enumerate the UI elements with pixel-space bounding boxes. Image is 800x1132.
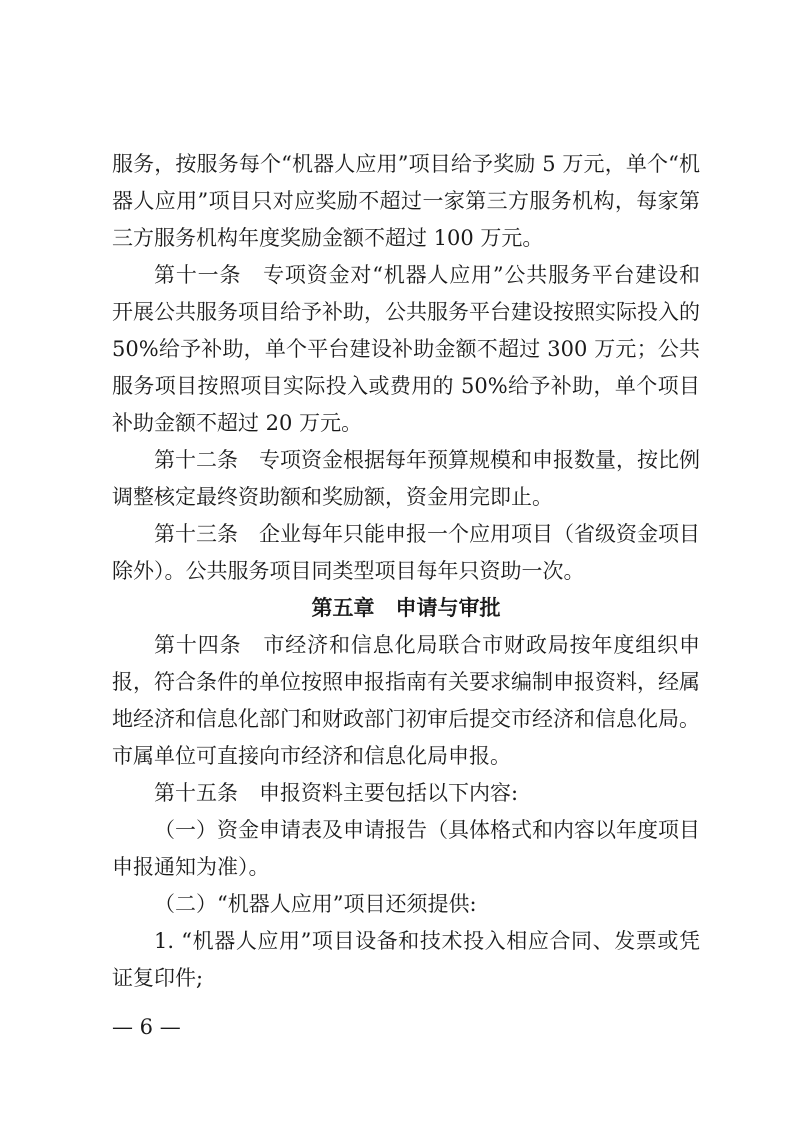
chapter-heading: 第五章 申请与审批 xyxy=(311,596,501,620)
paragraph-article-13: 第十三条 企业每年只能申报一个应用项目（省级资金项目除外）。公共服务项目同类型项目每年只资助一次。 xyxy=(112,522,700,583)
paragraph-article-12: 第十二条 专项资金根据每年预算规模和申报数量，按比例调整核定最终资助额和奖励额，资金用完即止。 xyxy=(112,448,700,509)
list-item-2: （二）“机器人应用”项目还须提供: xyxy=(154,892,477,916)
document-body xyxy=(112,146,700,997)
page-number: — 6 — xyxy=(112,1015,181,1039)
paragraph-article-11: 第十一条 专项资金对“机器人应用”公共服务平台建设和开展公共服务项目给予补助，公共服务平台建设按照实际投入的 50%给予补助，单个平台建设补助金额不超过 300 万元；公共服务项目按照项目实际投入或费用的 50%给予补助，单个项目补助金额不超过 20 万元。 xyxy=(112,263,700,435)
paragraph-article-15: 第十五条 申报资料主要包括以下内容: xyxy=(154,781,519,805)
list-item-1: （一）资金申请表及申请报告（具体格式和内容以年度项目申报通知为准）。 xyxy=(112,818,700,879)
paragraph-article-14: 第十四条 市经济和信息化局联合市财政局按年度组织申报，符合条件的单位按照申报指南有关要求编制申报资料，经属地经济和信息化部门和财政部门初审后提交市经济和信息化局。市属单位可直接向市经济和信息化局申报。 xyxy=(112,633,700,768)
sub-item-1: 1. “机器人应用”项目设备和技术投入相应合同、发票或凭证复印件; xyxy=(112,929,700,990)
paragraph-award-third-party: 服务，按服务每个“机器人应用”项目给予奖励 5 万元，单个“机器人应用”项目只对应奖励不超过一家第三方服务机构，每家第三方服务机构年度奖励金额不超过 100 万元。 xyxy=(112,152,700,250)
